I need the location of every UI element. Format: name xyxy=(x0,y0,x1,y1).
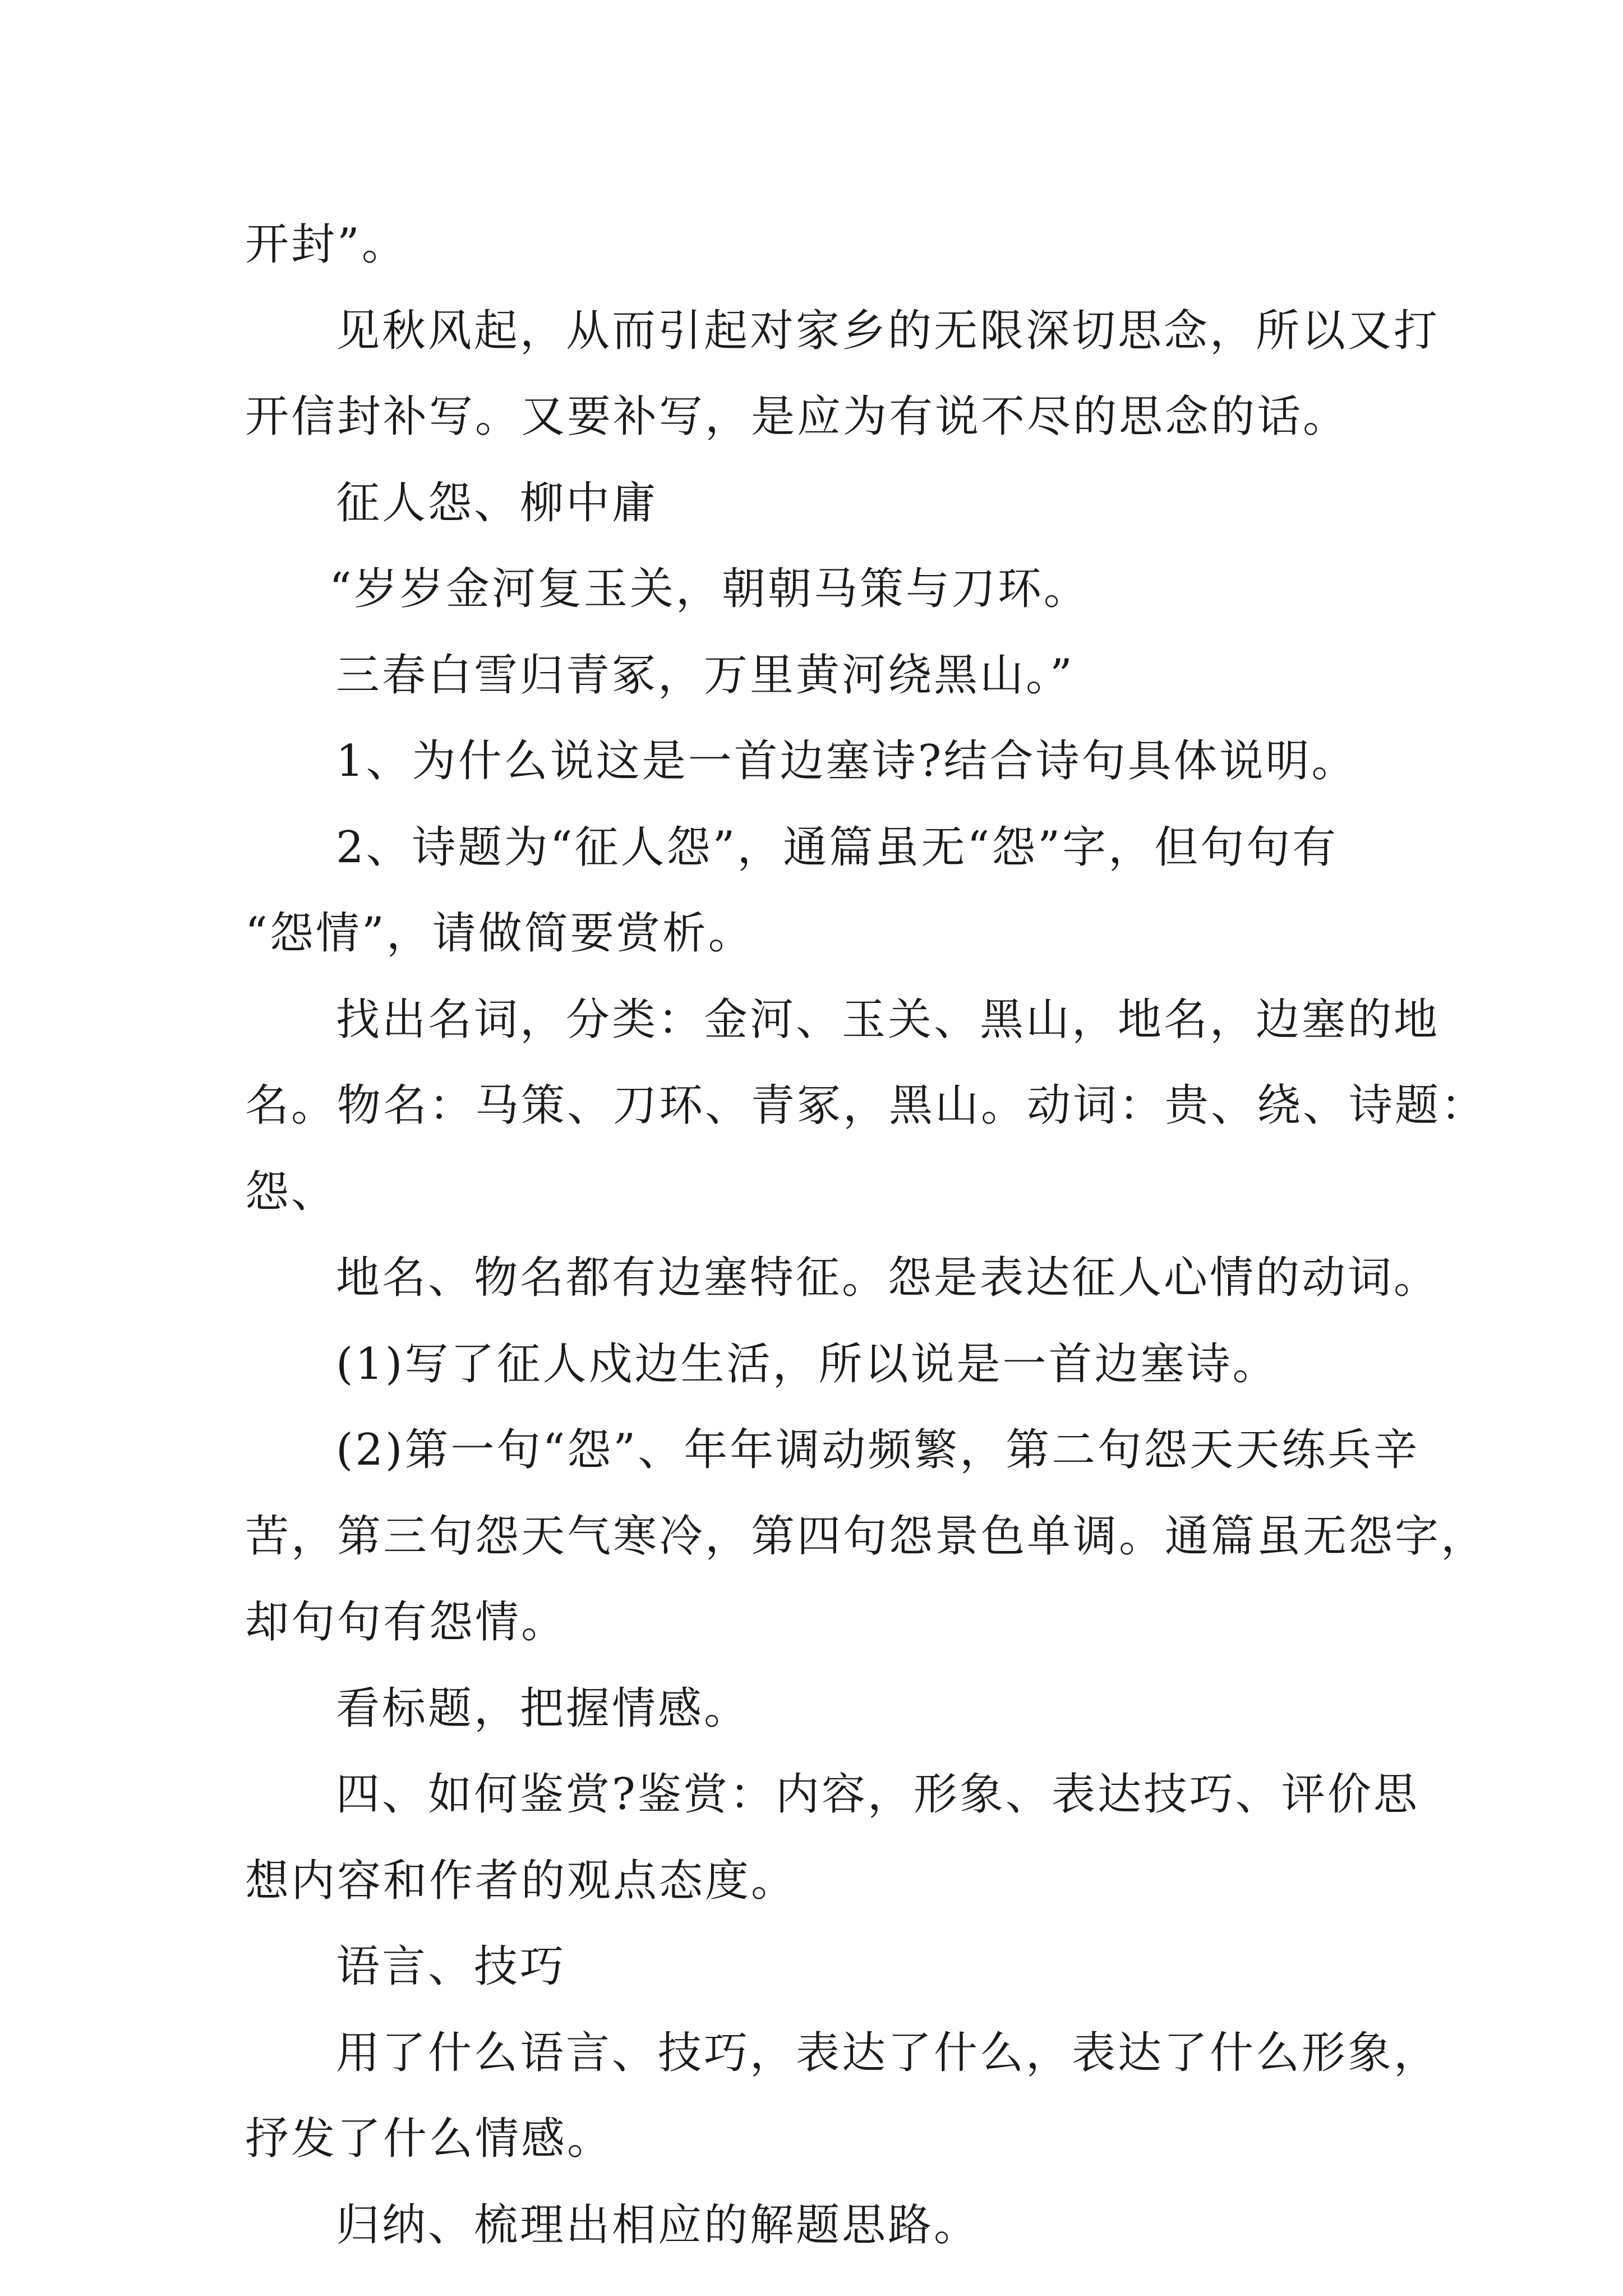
paragraph-start: 看标题，把握情感。 xyxy=(336,1683,750,1734)
paragraph-start: 找出名词，分类：金河、玉关、黑山，地名，边塞的地 xyxy=(336,994,1440,1045)
text-line: 却句句有怨情。 xyxy=(245,1597,568,1648)
poem-line: “岁岁金河复玉关，朝朝马策与刀环。 xyxy=(329,564,1090,614)
question-item: 1、为什么说这是一首边塞诗?结合诗句具体说明。 xyxy=(336,736,1358,786)
document-body xyxy=(245,202,1487,2269)
section-heading: 四、如何鉴赏?鉴赏：内容，形象、表达技巧、评价思 xyxy=(336,1769,1419,1820)
poem-line: 三春白雪归青冢，万里黄河绕黑山。” xyxy=(336,650,1075,701)
text-line: 苦，第三句怨天气寒冷，第四句怨景色单调。通篇虽无怨字， xyxy=(245,1511,1487,1562)
text-line: “怨情”，请做简要赏析。 xyxy=(245,908,754,959)
paragraph-start: 地名、物名都有边塞特征。怨是表达征人心情的动词。 xyxy=(336,1253,1440,1303)
paragraph-start: 用了什么语言、技巧，表达了什么，表达了什么形象， xyxy=(336,2027,1440,2078)
text-line: 名。物名：马策、刀环、青冢，黑山。动词：贵、绕、诗题： xyxy=(245,1080,1487,1131)
text-line: 开封”。 xyxy=(245,219,408,270)
answer-item: (1)写了征人戍边生活，所以说是一首边塞诗。 xyxy=(336,1338,1279,1389)
poem-title: 征人怨、柳中庸 xyxy=(336,477,658,528)
text-line: 抒发了什么情感。 xyxy=(245,2114,614,2164)
paragraph-start: 语言、技巧 xyxy=(336,1941,566,1992)
text-line: 怨、 xyxy=(245,1166,338,1217)
paragraph-start: 归纳、梳理出相应的解题思路。 xyxy=(336,2200,980,2251)
paragraph-start: 见秋风起，从而引起对家乡的无限深切思念，所以又打 xyxy=(336,305,1440,356)
text-line: 想内容和作者的观点态度。 xyxy=(245,1855,797,1906)
text-line: 开信封补写。又要补写，是应为有说不尽的思念的话。 xyxy=(245,392,1349,442)
question-item: 2、诗题为“征人怨”，通篇虽无“怨”字，但句句有 xyxy=(336,822,1339,873)
answer-item: (2)第一句“怨”、年年调动频繁，第二句怨天天练兵辛 xyxy=(336,1425,1420,1475)
